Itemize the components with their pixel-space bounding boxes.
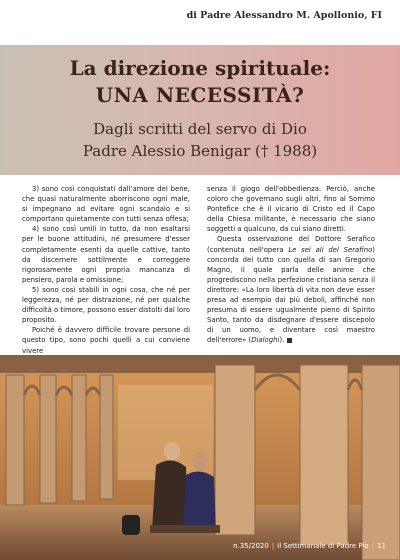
source-title: Dialoghi <box>251 336 280 345</box>
paragraph: 5) sono così stabili in ogni cosa, che né per leggerezza, né per distrazione, né per qualche difficoltà o timore, possono esser distolti dal loro proposito. <box>22 285 190 325</box>
paragraph: senza il giogo dell'obbedienza. Perciò, anche coloro che governano sugli altri, fino al Sommo Pontefice che è il vicario di Cristo ed il Capo della Chiesa militante, è necessario che siano soggetti a qualcuno, da cui siano diretti. <box>207 185 375 234</box>
text-run: Questa osservazione del Dottore Serafico (contenuta nell'opera <box>207 235 375 254</box>
byline: di Padre Alessandro M. Apollonio, FI <box>186 10 382 21</box>
text-column-left <box>22 184 190 356</box>
paragraph: 4) sono così umili in tutto, da non esaltarsi per le buone attitudini, né presumere d'esser completamente esenti da quelle cattive, tanto da discernere sottilmente e correggere rigorosamente ogni propria mancanza di pensiero, parola e omissione; <box>22 225 190 284</box>
paragraph: 3) sono così conquistati dall'amore del bene, che quasi naturalmente aborriscono ogni male, si impegnano ad evitare ogni scandalo e si comportano quietamente con tutti senza offesa; <box>22 185 190 224</box>
article-subtitle: Dagli scritti del servo di Dio <box>93 120 307 138</box>
paragraph-quote <box>207 234 375 345</box>
end-of-article-mark <box>287 338 292 343</box>
article-title: La direzione spirituale: <box>69 56 331 80</box>
page-footer <box>233 542 386 550</box>
article-title-question: UNA NECESSITÀ? <box>95 83 305 107</box>
paragraph: Poiché è davvero difficile trovare persone di questo tipo, sono pochi quelli a cui conviene vivere <box>22 326 190 355</box>
text-column-right <box>207 184 375 346</box>
separator: | <box>371 542 375 550</box>
text-run: ) concorda del tutto con quella di san Gregorio Magno, il quale parla delle anime che progrediscono nella perfezione cristiana senza il direttore: «La loro libertà di vita non deve esser presa ad esempio dai più deboli, affinché non presuma di essere ugualmente pieno di Spirito Santo, tanto da disdegnare d'essere discepolo di un uomo, e diventare così maestro dell'errore» ( <box>207 245 375 345</box>
issue-number: n.35/2020 <box>233 542 269 550</box>
book-title: Le sei ali del Serafino <box>288 245 373 254</box>
page-number: 11 <box>377 542 386 550</box>
cloister-photo-illustration <box>0 355 400 560</box>
photo-friars-cloister <box>0 355 400 560</box>
separator: | <box>271 542 275 550</box>
article-subtitle-author: Padre Alessio Benigar († 1988) <box>82 142 318 160</box>
publication-name: Il Settimanale di Padre Pio <box>277 542 369 550</box>
text-run: ). <box>279 336 285 345</box>
